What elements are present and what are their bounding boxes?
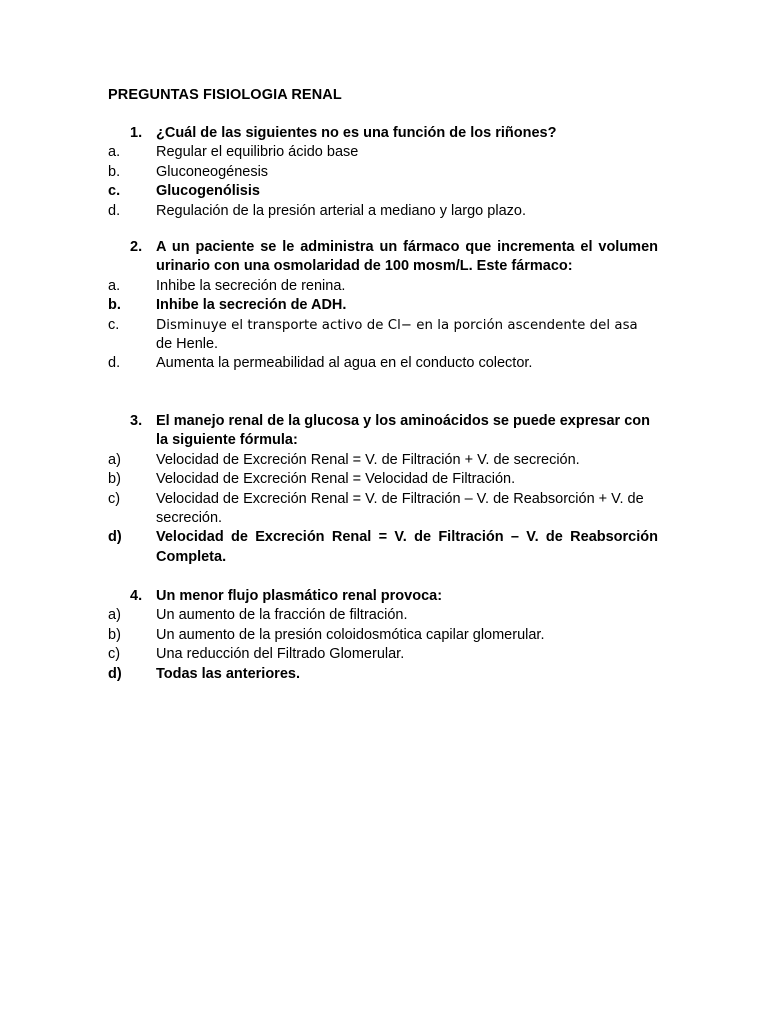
option-marker: d. xyxy=(108,355,121,372)
option-text: Regulación de la presión arterial a mediano y largo plazo. xyxy=(156,202,526,219)
option-4a xyxy=(108,606,658,625)
option-marker: b) xyxy=(108,626,121,643)
option-text-continuation: de Henle. xyxy=(156,336,219,353)
option-marker: c) xyxy=(108,646,121,663)
question-1 xyxy=(108,124,658,221)
option-1b xyxy=(108,163,658,182)
option-2c xyxy=(108,316,658,355)
option-marker: c. xyxy=(108,316,120,333)
question-stem: El manejo renal de la glucosa y los aminoácidos se puede expresar con la siguiente fórmula: xyxy=(156,413,650,449)
option-text: Un aumento de la fracción de filtración. xyxy=(156,607,408,624)
option-1a xyxy=(108,143,658,162)
option-text: Aumenta la permeabilidad al agua en el conducto colector. xyxy=(156,355,533,372)
document-title: PREGUNTAS FISIOLOGIA RENAL xyxy=(108,87,342,103)
option-3a xyxy=(108,451,658,470)
question-2 xyxy=(108,238,658,374)
option-marker: a) xyxy=(108,451,121,468)
option-4d-correct xyxy=(108,665,658,684)
question-4 xyxy=(108,587,658,684)
question-3 xyxy=(108,412,658,567)
option-text: Velocidad de Excreción Renal = V. de Filtración + V. de secreción. xyxy=(156,451,580,468)
question-2-header xyxy=(108,238,658,277)
question-stem: A un paciente se le administra un fármaco que incrementa el volumen urinario con una osmolaridad de 100 mosm/L. Este fármaco: xyxy=(156,239,658,275)
option-marker: b) xyxy=(108,471,121,488)
option-3d-correct xyxy=(108,528,658,567)
option-text-wrap xyxy=(156,316,658,355)
option-3c xyxy=(108,490,658,529)
option-marker: a. xyxy=(108,277,121,294)
option-marker: a. xyxy=(108,144,121,161)
question-number: 1. xyxy=(130,125,143,141)
option-marker: c) xyxy=(108,490,121,507)
question-stem: ¿Cuál de las siguientes no es una función de los riñones? xyxy=(156,125,557,141)
option-text: Velocidad de Excreción Renal = V. de Filtración – V. de Reabsorción Completa. xyxy=(156,529,658,565)
option-2b-correct xyxy=(108,296,658,315)
option-marker: d. xyxy=(108,202,121,219)
option-1c-correct xyxy=(108,182,658,201)
question-1-header xyxy=(108,124,658,143)
question-3-header xyxy=(108,412,658,451)
option-marker: d) xyxy=(108,529,122,546)
option-marker: a) xyxy=(108,607,121,624)
option-text: Todas las anteriores. xyxy=(156,665,300,682)
option-text: Una reducción del Filtrado Glomerular. xyxy=(156,646,405,663)
option-text: Inhibe la secreción de renina. xyxy=(156,277,346,294)
option-text: Velocidad de Excreción Renal = Velocidad de Filtración. xyxy=(156,471,516,488)
question-number: 4. xyxy=(130,588,143,604)
option-marker: d) xyxy=(108,665,122,682)
option-text: Glucogenólisis xyxy=(156,183,260,200)
option-3b xyxy=(108,470,658,489)
option-text: Velocidad de Excreción Renal = V. de Filtración – V. de Reabsorción + V. de secreción. xyxy=(156,490,644,527)
option-text: Un aumento de la presión coloidosmótica capilar glomerular. xyxy=(156,626,545,643)
option-4c xyxy=(108,645,658,664)
question-number: 2. xyxy=(130,239,143,255)
option-marker: b. xyxy=(108,163,121,180)
option-marker: c. xyxy=(108,183,121,200)
option-text: Disminuye el transporte activo de Cl− en la porción ascendente del asa xyxy=(156,317,638,333)
option-1d xyxy=(108,202,658,221)
option-text: Inhibe la secreción de ADH. xyxy=(156,297,347,314)
option-text: Gluconeogénesis xyxy=(156,163,269,180)
option-2d xyxy=(108,354,658,373)
option-text: Regular el equilibrio ácido base xyxy=(156,144,359,161)
question-stem: Un menor flujo plasmático renal provoca: xyxy=(156,588,443,604)
question-number: 3. xyxy=(130,413,143,429)
option-2a xyxy=(108,277,658,296)
question-4-header xyxy=(108,587,658,606)
option-4b xyxy=(108,626,658,645)
option-marker: b. xyxy=(108,297,121,314)
